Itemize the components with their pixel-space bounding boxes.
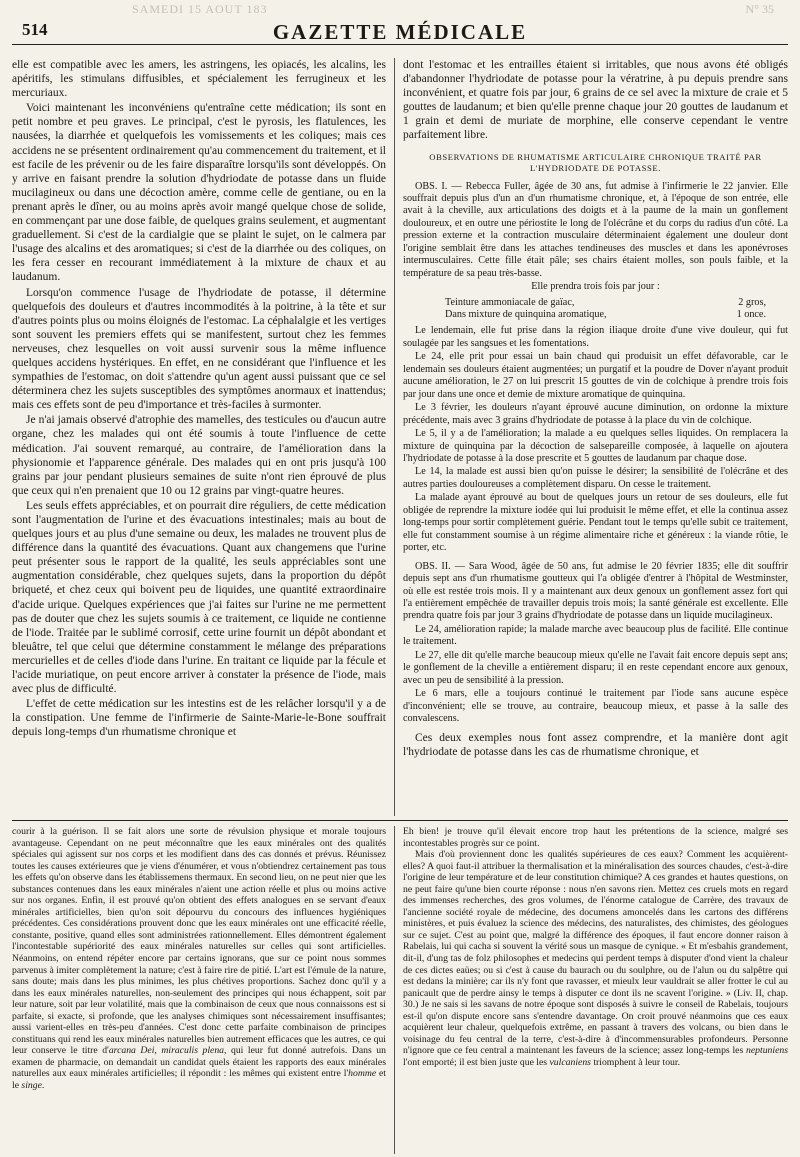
- text-run: Mais d'où proviennent donc les qualités supérieures de ces eaux? Comment les acquièrent-elles? A quoi faut-il attribuer la thermalisation et la minéralisation des sources chaudes, c'est-à-dire l'origine de leur température et de leur constitution chimique? A ces grandes et hautes questions, on ne peut faire qu'une bien courte réponse : nous n'en savons rien. Mettez ces cruels mots en regard des immenses recherches, des gros volumes, de l'énorme catalogue de Carrère, des travaux de l'ancienne société royale de médecine, des documens amoncelés dans les cartons des différens ministères, et puis évaluez la science des médecins, des naturalistes, des chimistes, des géologues sur ce sujet. C'est au point que, malgré la différence des époques, il faut encore donner raison à Rabelais, lui qui cacha si souvent la vérité sous un masque de cynique. « Et m'esbahis grandement, dit-il, d'ung tas de folz philosophes et medecins qui perdent temps à disputer d'ond vient la chaleur de ces dictes eaües; ou si c'est à cause du baurach ou du soulphre, ou de l'alun ou du salpêtre qui est dedans la minière; car ils n'y font que ravasser, et mieulx leur vauldrait se aller frotter le cul au panicault que de perdre ainsy le temps à disputer ce dont ils ne scavent l'origine. » (Liv. II, chap. 30.) Je ne sais si les savans de notre époque sont disposés à suivre le conseil de Rabelais, toujours est-il qu'on dispute encore sans s'entendre davantage. On croit prouvé néanmoins que ces eaux acquièrent leur chaleur, quelquefois extrême, en passant à travers des volcans, ou bien dans le voisinage du feu central de la terre, c'est-à-dire à d'incommensurables profondeurs. Personne n'ignore que ce feu central a maintenant les faveurs de la science; assez long-temps les: [403, 849, 788, 1057]
- paragraph: Lorsqu'on commence l'usage de l'hydriodate de potasse, il détermine quelquefois des douleurs et d'autres incommodités à la poitrine, à la tête et sur d'autres points plus ou moins éloignés de l'estomac. La céphalalgie et les vertiges sont souvent les premiers effets qui se manifestent, surtout chez les femmes nerveuses, chez lesquelles on voit aussi survenir sous la même influence quelques accidens hystériques. En effet, en ne considérant que l'influence et les sympathies de l'estomac, on doit s'attendre qu'un agent aussi puissant que ce sel déterminera chez les sujets susceptibles des symptômes anormaux et inattendus; mais ces effets sont de peu d'importance et très-faciles à surmonter.: [12, 286, 386, 412]
- paragraph: Eh bien! je trouve qu'il élevait encore trop haut les prétentions de la science, malgré ses incontestables progrès sur ce point.: [403, 826, 788, 849]
- paragraph: [12, 826, 386, 1092]
- feuilleton-left-column: [12, 826, 395, 1154]
- paragraph: Le 14, la malade est aussi bien qu'on puisse le désirer; la sensibilité de l'olécrâne et des autres parties douloureuses a complètement disparu. On cesse le traitement.: [403, 466, 788, 490]
- paragraph: Les seuls effets appréciables, et on pourrait dire réguliers, de cette médication sont l'augmentation de l'urine et des évacuations intestinales; mais au bout de quelques jours et au plus d'une semaine ou deux, les malades ne trouvent plus de différence dans la quantité des évacuations. Quant aux changemens que l'urine peut présenter sous le rapport de la qualité, les seuls appréciables sont une augmentation considérable, chez quelques sujets, dans la proportion du dépôt briqueté, et chez ceux qui boivent peu de liquides, une quantité extraordinaire d'acide urique. Quelques expériences que j'ai faites sur l'urine ne me permettent pas de douter que chez les sujets soumis à ce traitement, ce liquide ne contienne de l'iode. Traitée par le sublimé corrosif, cette urine fournit un dépôt abondant et bleuâtre, tel que celui que détermine constamment le mélange des préparations mercurielles et de celles d'iode dans l'urine. En traitant ce liquide par la fécule et l'acide muriatique, on peut encore arriver à constater la présence de l'iode, mais avec plus de difficulté.: [12, 499, 386, 696]
- section-title: OBSERVATIONS DE RHUMATISME ARTICULAIRE CHRONIQUE TRAITÉ PAR L'HYDRIODATE DE POTASSE.: [429, 151, 762, 173]
- paragraph: Le 5, il y a de l'amélioration; la malade a eu quelques selles liquides. On remplacera la mixture de quinquina par la décoction de salsepareille composée, à laquelle on ajoutera l'hydriodate de potasse à la dose prescrite et 5 gouttes de laudanum par chaque dose.: [403, 428, 788, 464]
- show-through-text-left: SAMEDI 15 AOUT 183: [132, 2, 268, 16]
- prescription-item: Dans mixture de quinquina aromatique,: [445, 309, 607, 321]
- italic-text: vulcaniens: [549, 1056, 591, 1068]
- observation-text: Sara Wood, âgée de 50 ans, fut admise le 20 février 1835; elle dit souffrir depuis sept ans d'un rhumatisme goutteux qui l'a obligée d'entrer à l'hôpital de Westminster, où elle est restée trois mois. Il y a maintenant aux deux genoux un gonflement assez fort qui l'a entièrement empêchée de travailler depuis trois mois; la santé générale est excellente. Elle prendra quatre fois par jour 3 grains d'hydriodate de potasse dans un liquide mucilagineux.: [403, 560, 788, 622]
- italic-text: singe: [21, 1080, 42, 1092]
- paragraph: L'effet de cette médication sur les intestins est de les relâcher lorsqu'il y a de la constipation. Une femme de l'infirmerie de Sainte-Marie-le-Bone souffrait depuis long-temps d'un rhumatisme chronique et: [12, 698, 386, 739]
- observation-text: Rebecca Fuller, âgée de 30 ans, fut admise à l'infirmerie le 22 janvier. Elle souffrait depuis plus d'un an d'un rhumatisme chronique, et, à l'époque de son entrée, elle avait à la cheville, aux articulations des doigts et à la paume de la main un gonflement douloureux, et en outre une périostite le long de l'olécrâne et du corps du radius d'un côté. La pression externe et la contraction musculaire déterminaient également une douleur dont l'origine semblait être dans les attaches tendineuses des muscles et dans les aponévroses intermusculaires. Cette fille était pâle; ses chairs étaient molles, son pouls faible, et la température de sa peau très-basse.: [403, 180, 788, 279]
- observation-label: OBS. II. —: [415, 560, 469, 572]
- text-run: courir à la guérison. Il se fait alors une sorte de révulsion physique et morale toujours avantageuse. Cependant on ne peut méconnaître que les eaux minérales ont des qualités spéciales qui agissent sur nos corps et les modifient dans des cas donnés et prévus. Réunissez toutes les causes extérieures que je viens d'énumérer, et vous n'obtiendrez certainement pas tous les effets qu'on observe dans les établissemens thermaux. En second lieu, on ne peut nier que les substances contenues dans les eaux minérales n'aient une action réelle et plus ou moins active sur nos organes. Enfin, il est prouvé qu'on obtient des effets analogues en se servant d'eaux minérales artificielles, bien qu'on soit dépourvu du concours des influences hygiéniques précédentes. Ces considérations prouvent donc que les eaux minérales ont une efficacité réelle, constante, positive, quand elles sont administrées rationnellement. Elles démontrent également l'incontestable supériorité des eaux minérales naturelles sur celles qui sont artificielles. Néanmoins, on entend répéter encore par certains ignorans, que sur ce point nous sommes parvenus à imiter complètement la nature; c'est à faire rire de pitié. L'art est l'émule de la nature, sans doute; mais dans les plus minimes, les plus chétives proportions. Sachez donc qu'il y a dans les eaux minérales naturelles, non-seulement des principes qui nous échappent, soit par leur nature, soit par leur volatilité, mais que la combinaison de ceux que nous connaissons est si parfaite, si exacte, si profonde, que les analyses chimiques sont nécessairement insuffisantes; aussi varient-elles en très-peu d'années. C'est donc cette parfaite combinaison de principes constituans qui rend les eaux minérales naturelles bien autrement efficaces que les autres, ce qui leur conserve le titre d': [12, 826, 386, 1057]
- paragraph: Je n'ai jamais observé d'atrophie des mamelles, des testicules ou d'aucun autre organe, chez les malades qui ont été soumis à toute l'influence de cette médication. J'ai souvent remarqué, au contraire, de l'amélioration dans la physionomie et l'apparence générale. Des malades qui en ont pris jusqu'à 100 grains par jour pendant plusieurs semaines de suite n'ont rien éprouvé de plus que ceux qui n'en prenaient que 10 ou 12 grains par vingt-quatre heures.: [12, 414, 386, 497]
- text-run: l'ont emporté; il est bien juste que les: [403, 1056, 550, 1068]
- paragraph: [403, 849, 788, 1068]
- page-header: [12, 0, 788, 45]
- show-through-text-right: N° 35: [745, 2, 774, 16]
- text-run: triomphent à leur tour.: [590, 1056, 680, 1068]
- text-run: , qui leur fut donné autrefois. Dans un examen de pharmacie, on demandait un candidat quels étaient les rapports des eaux minérales naturelles aux eaux minérales artificielles; il répondit : les mêmes qui existent entre l': [12, 1045, 386, 1080]
- feuilleton-right-column: [395, 826, 788, 1154]
- feuilleton: [12, 826, 788, 1154]
- text-run: .: [41, 1080, 45, 1092]
- observation-1: [403, 181, 788, 281]
- left-column: [12, 58, 395, 816]
- paragraph: Le lendemain, elle fut prise dans la région iliaque droite d'une vive douleur, qui fut soulagée par les sangsues et les fomentations.: [403, 325, 788, 349]
- prescription-line: [445, 297, 766, 309]
- paragraph: Ces deux exemples nous font assez comprendre, et la manière dont agit l'hydriodate de potasse dans les cas de rhumatisme chronique, et: [403, 731, 788, 758]
- paragraph: Le 24, elle prit pour essai un bain chaud qui produisit un effet défavorable, car le lendemain ses douleurs étaient augmentées; un purgatif et la poudre de Dover n'ayant produit aucune amélioration, le 27 on lui prescrit 15 gouttes de vin de colchique à prendre trois fois par jour dans une once et demie de mixture aromatique de quinquina.: [403, 351, 788, 400]
- right-column: [395, 58, 788, 816]
- italic-text: neptuniens: [746, 1045, 788, 1057]
- text-run: et le: [12, 1068, 386, 1092]
- observation-label: OBS. I. —: [415, 180, 466, 192]
- prescription-item: Teinture ammoniacale de gaïac,: [445, 296, 575, 308]
- observation-2: [403, 561, 788, 623]
- paragraph: Le 24, amélioration rapide; la malade marche avec beaucoup plus de facilité. Elle continue le traitement.: [403, 623, 788, 648]
- prescription-intro: Elle prendra trois fois par jour :: [531, 281, 660, 293]
- masthead-title: GAZETTE MÉDICALE: [272, 20, 528, 44]
- italic-text: arcana Dei, miraculis plena: [108, 1045, 225, 1057]
- prescription-line: [445, 309, 766, 321]
- page-number: 514: [22, 20, 48, 39]
- paragraph: La malade ayant éprouvé au bout de quelques jours un retour de ses douleurs, elle fut obligée de reprendre la mixture iodée qui lui produisit le même effet, et elle la continua assez long-temps pour sortir complètement guérie. Pendant tout le temps qu'elle subit ce traitement, elle fut constamment soumise à un régime alimentaire riche et généreux : la viande rôtie, le porter, etc.: [403, 492, 788, 554]
- feuilleton-separator: [12, 820, 788, 821]
- paragraph: dont l'estomac et les entrailles étaient si irritables, que nous avons été obligés d'abandonner l'hydriodate de potasse pour la vératrine, à pu depuis prendre sans inconvénient, et quatre fois par jour, 6 grains de ce sel avec la mixture de craie et 5 gouttes de laudanum; et bien qu'elle prenne chaque jour 20 gouttes de laudanum et 1 grain et demi de muriate de morphine, elle conserve cependant le ventre parfaitement libre.: [403, 59, 788, 142]
- paragraph: Le 27, elle dit qu'elle marche beaucoup mieux qu'elle ne l'avait fait encore depuis sept ans; le gonflement de la cheville a entièrement disparu; il en reste cependant encore aux genoux, avec un peu de sensibilité à la pression.: [403, 649, 788, 686]
- paragraph: Le 3 février, les douleurs n'ayant éprouvé aucune diminution, on ordonne la mixture précédente, mais avec 3 grains d'hydriodate de potasse à la place du vin de colchique.: [403, 402, 788, 426]
- prescription: [445, 297, 766, 322]
- paragraph: elle est compatible avec les amers, les astringens, les opiacés, les alcalins, les apéritifs, les stimulans diffusibles, et spécialement les ferrugineux et les mercuriaux.: [12, 59, 386, 100]
- article-body: [12, 58, 788, 816]
- prescription-dose: 1 once.: [736, 309, 766, 321]
- paragraph: Le 6 mars, elle a toujours continué le traitement par l'iode sans aucune espèce d'inconvénient; elle se trouve, au contraire, beaucoup mieux, et passe à la salle des convalescens.: [403, 688, 788, 725]
- prescription-dose: 2 gros,: [738, 296, 766, 308]
- paragraph: Voici maintenant les inconvéniens qu'entraîne cette médication; ils sont en petit nombre et peu graves. Le principal, c'est le pyrosis, les flatulences, les nausées, la diarrhée et quelquefois les vomissements et les coliques; mais ces accidens ne se présentent ordinairement qu'au commencement du traitement, et il est facile de les prévenir ou de les faire disparaître lorsqu'ils sont développés. On y arrive en faisant prendre la solution d'hydriodate de potasse dans un fluide mucilagineux ou dans une décoction amère, comme celle de gentiane, ou en la prenant après le dîner, ou au moins après avoir mangé quelque chose de solide, en commençant par une dose faible, de quelques grains seulement, et augmentant graduellement. Si c'est de la cardialgie que se plaint le sujet, on le calmera par l'usage des alcalins et des aromatiques; si c'est de la diarrhée ou des coliques, on les fera cesser en recourant immédiatement à la mixture de chaux et au laudanum.: [12, 102, 386, 284]
- italic-text: homme: [348, 1068, 377, 1080]
